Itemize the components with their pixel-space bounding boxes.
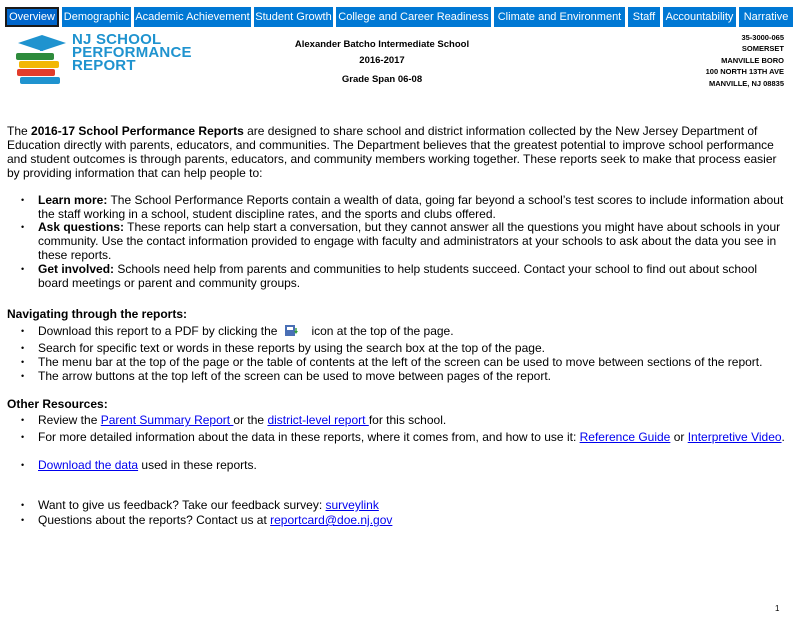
- tab-college-career-readiness[interactable]: College and Career Readiness: [336, 7, 491, 27]
- tab-accountability[interactable]: Accountability: [663, 7, 736, 27]
- nav-item-text: The menu bar at the top of the page or the table of contents at the left of the screen can be used to move between sections of the report.: [38, 355, 763, 369]
- resource-text-post: used in these reports.: [138, 458, 257, 472]
- bullet-heading: Ask questions:: [38, 220, 125, 234]
- list-item-menu-bar: [21, 355, 787, 369]
- school-year: 2016-2017: [359, 55, 405, 66]
- bullet-icon: •: [21, 326, 25, 336]
- tab-narrative[interactable]: Narrative: [739, 7, 793, 27]
- resource-text: For more detailed information about the data in these reports, where it comes from, and how to use it:: [38, 430, 580, 444]
- nav-item-text: Search for specific text or words in these reports by using the search box at the top of the page.: [38, 341, 545, 355]
- resource-text: Review the: [38, 413, 101, 427]
- list-item-get-involved: [21, 262, 787, 290]
- list-item-download-pdf: [21, 324, 787, 338]
- bullet-icon: •: [21, 500, 25, 510]
- bullet-icon: •: [21, 195, 25, 205]
- bullet-heading: Learn more:: [38, 193, 108, 207]
- page-number: 1: [775, 604, 780, 613]
- street-address: 100 NORTH 13TH AVE: [705, 67, 784, 77]
- other-resources-heading: Other Resources:: [7, 397, 108, 411]
- tab-demographic[interactable]: Demographic: [62, 7, 131, 27]
- contact-text: Questions about the reports? Contact us at: [38, 513, 271, 527]
- feedback-text: Want to give us feedback? Take our feedback survey:: [38, 498, 326, 512]
- bullet-icon: •: [21, 264, 25, 274]
- resource-text-mid: or: [670, 430, 688, 444]
- resource-text-mid: or the: [233, 413, 268, 427]
- bullet-icon: •: [21, 222, 25, 232]
- books-logo-icon: [14, 33, 70, 85]
- nav-item-text-post: icon at the top of the page.: [311, 324, 454, 338]
- navigating-heading: Navigating through the reports:: [7, 307, 187, 321]
- school-address-block: [706, 32, 784, 89]
- bullet-icon: •: [21, 415, 25, 425]
- tab-overview[interactable]: Overview: [5, 7, 59, 27]
- resource-text-post: for this school.: [368, 413, 447, 427]
- nav-item-text: Download this report to a PDF by clicking the: [38, 324, 278, 338]
- bullet-icon: •: [21, 432, 25, 442]
- reference-guide-link[interactable]: Reference Guide: [579, 430, 671, 444]
- logo-text-line2: PERFORMANCE: [72, 44, 192, 61]
- bullet-icon: •: [21, 371, 25, 381]
- district-level-report-link[interactable]: district-level report: [267, 413, 369, 427]
- logo-text-line1: NJ SCHOOL: [72, 31, 162, 48]
- list-item-download-data: [21, 458, 787, 472]
- bullet-heading: Get involved:: [38, 262, 115, 276]
- interpretive-video-link[interactable]: Interpretive Video: [687, 430, 782, 444]
- parent-summary-report-link[interactable]: Parent Summary Report: [100, 413, 234, 427]
- list-item-feedback: [21, 498, 787, 512]
- tab-climate-environment[interactable]: Climate and Environment: [494, 7, 625, 27]
- county: SOMERSET: [741, 44, 784, 54]
- intro-paragraph: [7, 124, 789, 180]
- list-item-learn-more: [21, 193, 787, 221]
- nav-item-text: The arrow buttons at the top left of the screen can be used to move between pages of the report.: [38, 369, 551, 383]
- school-name: Alexander Batcho Intermediate School: [294, 39, 470, 50]
- nj-school-performance-report-logo: [14, 31, 192, 85]
- list-item-search: [21, 341, 787, 355]
- download-data-link[interactable]: Download the data: [38, 458, 139, 472]
- intro-text-post: are designed to share school and district information collected by the New Jersey Department of Education directly with parents, educators, and communities. The Department believes that the greatest potential to improve school performance and student outcomes is through parents, educators, and community members working together. These reports seek to make that process easier by providing information that can help people to:: [7, 124, 777, 180]
- bullet-text: Schools need help from parents and communities to help students succeed. Contact your school to find out about school board meetings or parent and community groups.: [38, 262, 758, 290]
- tab-academic-achievement[interactable]: Academic Achievement: [134, 7, 251, 27]
- contact-email-link[interactable]: reportcard@doe.nj.gov: [270, 513, 393, 527]
- list-item-reference-guide: [21, 430, 787, 444]
- report-nav-bar: [5, 7, 795, 29]
- city-state-zip: MANVILLE, NJ 08835: [708, 78, 784, 88]
- district: MANVILLE BORO: [721, 55, 784, 65]
- bullet-text: These reports can help start a conversation, but they cannot answer all the questions you might have about schools in your community. Use the contact information provided to engage with faculty and administrators at your schools to ask about the data you see in these reports.: [38, 220, 781, 262]
- school-code: 35-3000-065: [741, 33, 784, 42]
- bullet-icon: •: [21, 357, 25, 367]
- resource-text-post: .: [781, 430, 785, 444]
- bullet-icon: •: [21, 343, 25, 353]
- list-item-contact: [21, 513, 787, 527]
- grade-span: Grade Span 06-08: [341, 74, 423, 85]
- logo-text-line3: REPORT: [72, 57, 136, 74]
- bullet-text: The School Performance Reports contain a wealth of data, going far beyond a school’s test scores to include information about the staff working in a school, student discipline rates, and the sports and clubs offered.: [38, 193, 784, 221]
- survey-link[interactable]: surveylink: [325, 498, 379, 512]
- tab-student-growth[interactable]: Student Growth: [254, 7, 333, 27]
- intro-bold: 2016-17 School Performance Reports: [31, 124, 244, 138]
- bullet-icon: •: [21, 460, 25, 470]
- bullet-icon: •: [21, 515, 25, 525]
- pdf-download-icon[interactable]: [285, 325, 299, 337]
- list-item-arrow-buttons: [21, 369, 787, 383]
- list-item-parent-summary: [21, 413, 787, 427]
- list-item-ask-questions: [21, 220, 787, 262]
- tab-staff[interactable]: Staff: [628, 7, 660, 27]
- intro-text-pre: The: [7, 124, 32, 138]
